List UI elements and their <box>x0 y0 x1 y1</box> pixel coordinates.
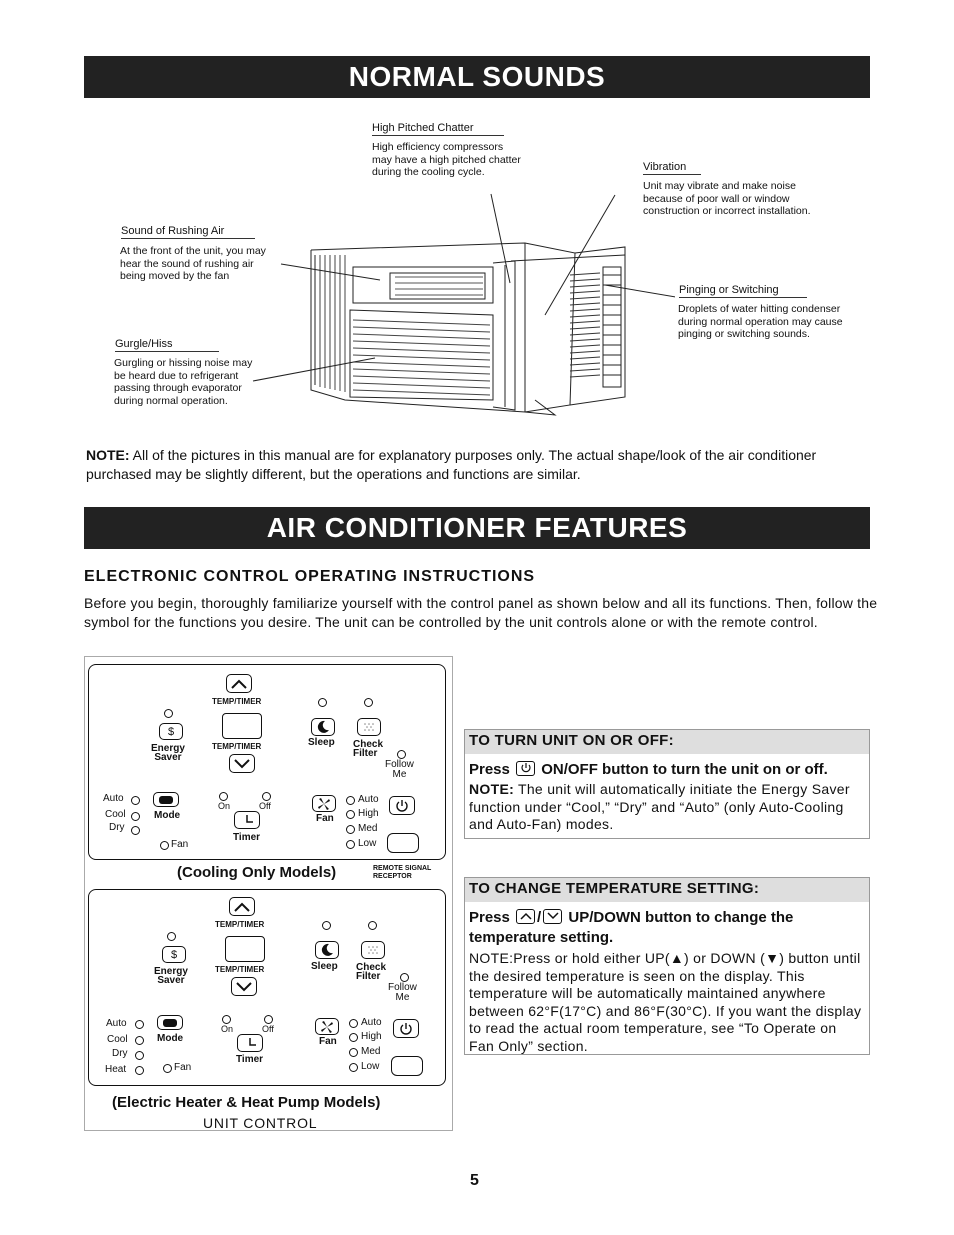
turn-on-off-instruction <box>469 760 865 780</box>
press-word: Press <box>469 761 510 778</box>
high-pitched-desc: High efficiency compressors may have a high pitched chatter during the cooling cycle. <box>372 141 521 178</box>
mode-fan-indicator <box>160 841 169 850</box>
timer-label: Timer <box>236 1054 264 1065</box>
filter-icon <box>366 944 380 956</box>
remote-signal-receptor-label: REMOTE SIGNAL RECEPTOR <box>373 865 432 880</box>
fan-icon <box>317 798 331 810</box>
normal-sounds-banner: NORMAL SOUNDS <box>84 56 870 98</box>
mode-cool-indicator <box>135 1036 144 1045</box>
fan-low-label: Low <box>361 1061 380 1072</box>
timer-label: Timer <box>233 832 261 843</box>
temperature-setting-instruction: Press / UP/DOWN button to change the temperature setting. <box>469 909 794 946</box>
turn-on-off-header: TO TURN UNIT ON OR OFF: <box>465 730 869 754</box>
fan-low-label: Low <box>358 838 377 849</box>
chevron-up-icon <box>516 909 535 924</box>
power-icon <box>395 799 409 813</box>
temp-timer-label: TEMP/TIMER <box>215 965 265 974</box>
fan-high-indicator <box>349 1033 358 1042</box>
follow-me-label: Follow Me <box>388 982 417 1003</box>
follow-me-indicator <box>397 750 406 759</box>
energy-saver-button[interactable] <box>162 946 186 963</box>
fan-speed-button[interactable] <box>315 1018 339 1035</box>
sleep-label: Sleep <box>308 737 335 748</box>
press-word: Press <box>469 909 510 926</box>
remote-signal-receptor <box>387 833 419 853</box>
check-filter-indicator <box>364 698 373 707</box>
fan-med-indicator <box>346 825 355 834</box>
note-label: NOTE: <box>86 447 130 463</box>
temperature-display <box>222 713 262 739</box>
mode-button[interactable] <box>153 792 179 807</box>
temperature-setting-text: UP/DOWN button to change the temperature setting. <box>469 909 794 946</box>
dollar-icon: $ <box>167 725 175 738</box>
chevron-up-icon <box>230 678 248 690</box>
remote-signal-receptor <box>391 1056 423 1076</box>
note-text: All of the pictures in this manual are for explanatory purposes only. The actual shape/look of the air conditioner purchased may be slightly different, but the operations and functions are similar. <box>86 447 817 482</box>
turn-on-off-box <box>464 729 870 839</box>
timer-button[interactable] <box>237 1034 263 1052</box>
moon-icon <box>320 943 334 957</box>
high-pitched-title: High Pitched Chatter <box>372 122 504 136</box>
fan-auto-label: Auto <box>361 1017 382 1028</box>
follow-me-indicator <box>400 973 409 982</box>
fan-label: Fan <box>319 1036 337 1047</box>
check-filter-label: Check Filter <box>356 962 387 982</box>
clock-icon <box>240 814 254 826</box>
temperature-display <box>225 936 265 962</box>
turn-on-off-note <box>469 781 865 834</box>
timer-on-indicator <box>219 792 228 801</box>
mode-label: Mode <box>157 1033 184 1044</box>
mode-auto-indicator <box>131 796 140 805</box>
fan-auto-indicator <box>349 1019 358 1028</box>
dollar-icon: $ <box>170 948 178 961</box>
energy-saver-indicator <box>164 709 173 718</box>
mode-cool-label: Cool <box>105 809 126 820</box>
timer-off-label: Off <box>262 1024 274 1034</box>
sleep-label: Sleep <box>311 961 338 972</box>
mode-button[interactable] <box>157 1015 183 1030</box>
intro-paragraph: Before you begin, thoroughly familiarize yourself with the control panel as shown below and all its functions. Then, follow the symbol for the functions you desire. The unit can be controlled by the unit controls alone or with the remote control. <box>84 595 878 630</box>
fan-label: Fan <box>316 813 334 824</box>
power-icon <box>399 1022 413 1036</box>
temperature-setting-header: TO CHANGE TEMPERATURE SETTING: <box>465 878 869 902</box>
mode-icon <box>162 1018 178 1028</box>
mode-heat-indicator <box>135 1066 144 1075</box>
rushing-air-desc: At the front of the unit, you may hear the sound of rushing air being moved by the fan <box>120 245 266 282</box>
temp-up-button[interactable] <box>229 897 255 916</box>
rushing-air-title: Sound of Rushing Air <box>121 225 255 239</box>
mode-dry-indicator <box>131 826 140 835</box>
temp-timer-label: TEMP/TIMER <box>215 920 265 929</box>
vibration-desc: Unit may vibrate and make noise because of poor wall or window construction or incorrect installation. <box>643 180 811 217</box>
gurgle-desc: Gurgling or hissing noise may be heard due to refrigerant passing through evaporator during normal operation. <box>114 357 253 407</box>
fan-low-indicator <box>349 1063 358 1072</box>
check-filter-button[interactable] <box>361 941 385 959</box>
air-conditioner-illustration <box>225 175 675 425</box>
power-button[interactable] <box>389 796 415 815</box>
power-button[interactable] <box>393 1019 419 1038</box>
fan-speed-button[interactable] <box>312 795 336 812</box>
mode-heat-label: Heat <box>105 1064 127 1075</box>
heater-caption: (Electric Heater & Heat Pump Models) <box>112 1094 381 1111</box>
energy-saver-label: Energy Saver <box>154 966 188 986</box>
note-text: The unit will automatically initiate the Energy Saver function under “Cool,” “Dry” and “Auto” (only Auto-Cooling and Auto-Fan) modes. <box>469 781 850 832</box>
timer-off-indicator <box>262 792 271 801</box>
pinging-title: Pinging or Switching <box>679 284 807 298</box>
temp-timer-label: TEMP/TIMER <box>212 697 262 706</box>
mode-dry-label: Dry <box>109 822 125 833</box>
fan-high-indicator <box>346 810 355 819</box>
turn-on-off-text: ON/OFF button to turn the unit on or off. <box>537 761 828 778</box>
page-number: 5 <box>470 1172 479 1189</box>
mode-label: Mode <box>154 810 181 821</box>
chevron-down-icon <box>233 758 251 770</box>
timer-off-indicator <box>264 1015 273 1024</box>
mode-auto-indicator <box>135 1020 144 1029</box>
fan-med-indicator <box>349 1048 358 1057</box>
mode-cool-label: Cool <box>107 1034 128 1045</box>
timer-on-label: On <box>221 1024 234 1034</box>
check-filter-label: Check Filter <box>353 739 384 759</box>
mode-dry-label: Dry <box>112 1048 128 1059</box>
sleep-indicator <box>318 698 327 707</box>
gurgle-title: Gurgle/Hiss <box>115 338 219 352</box>
chevron-down-icon <box>543 909 562 924</box>
mode-fan-label: Fan <box>171 839 189 850</box>
timer-on-label: On <box>218 801 231 811</box>
mode-fan-label: Fan <box>174 1062 192 1073</box>
check-filter-indicator <box>368 921 377 930</box>
check-filter-button[interactable] <box>357 718 381 736</box>
pinging-desc: Droplets of water hitting condenser during normal operation may cause pinging or switching sounds. <box>678 303 843 340</box>
temperature-setting-note: NOTE:Press or hold either UP(▲) or DOWN (▼) button until the desired temperature is seen on the display. This temperature will be automatically maintained anywhere between 62°F(17°C) and 86°F(30°C). If you want the display to read the actual room temperature, see “To Operate on Fan Only” section. <box>469 950 862 1054</box>
temp-timer-label: TEMP/TIMER <box>212 742 262 751</box>
fan-high-label: High <box>361 1031 382 1042</box>
fan-auto-label: Auto <box>358 794 379 805</box>
clock-icon <box>243 1037 257 1049</box>
sleep-indicator <box>322 921 331 930</box>
temperature-setting-box <box>464 877 870 1055</box>
features-banner: AIR CONDITIONER FEATURES <box>84 507 870 549</box>
cooling-only-caption: (Cooling Only Models) <box>177 864 337 881</box>
mode-auto-label: Auto <box>103 793 124 804</box>
unit-control-label: UNIT CONTROL <box>203 1115 318 1131</box>
fan-high-label: High <box>358 808 379 819</box>
fan-icon <box>320 1021 334 1033</box>
mode-fan-indicator <box>163 1064 172 1073</box>
energy-saver-button[interactable] <box>159 723 183 740</box>
temp-down-button[interactable] <box>231 977 257 996</box>
fan-med-label: Med <box>361 1046 381 1057</box>
mode-dry-indicator <box>135 1051 144 1060</box>
power-icon <box>516 761 535 776</box>
fan-auto-indicator <box>346 796 355 805</box>
temp-up-button[interactable] <box>226 674 252 693</box>
mode-icon <box>158 795 174 805</box>
mode-cool-indicator <box>131 812 140 821</box>
filter-icon <box>362 721 376 733</box>
note-paragraph <box>86 446 826 484</box>
mode-auto-label: Auto <box>106 1018 127 1029</box>
chevron-up-icon <box>233 901 251 913</box>
fan-med-label: Med <box>358 823 378 834</box>
section-title: ELECTRONIC CONTROL OPERATING INSTRUCTIONS <box>84 568 536 585</box>
chevron-down-icon <box>235 981 253 993</box>
timer-on-indicator <box>222 1015 231 1024</box>
energy-saver-label: Energy Saver <box>151 743 185 763</box>
energy-saver-indicator <box>167 932 176 941</box>
timer-button[interactable] <box>234 811 260 829</box>
fan-low-indicator <box>346 840 355 849</box>
vibration-title: Vibration <box>643 161 701 175</box>
moon-icon <box>316 720 330 734</box>
temp-down-button[interactable] <box>229 754 255 773</box>
note-label: NOTE: <box>469 781 515 797</box>
sleep-button[interactable] <box>311 718 335 736</box>
follow-me-label: Follow Me <box>385 759 414 780</box>
sleep-button[interactable] <box>315 941 339 959</box>
timer-off-label: Off <box>259 801 271 811</box>
